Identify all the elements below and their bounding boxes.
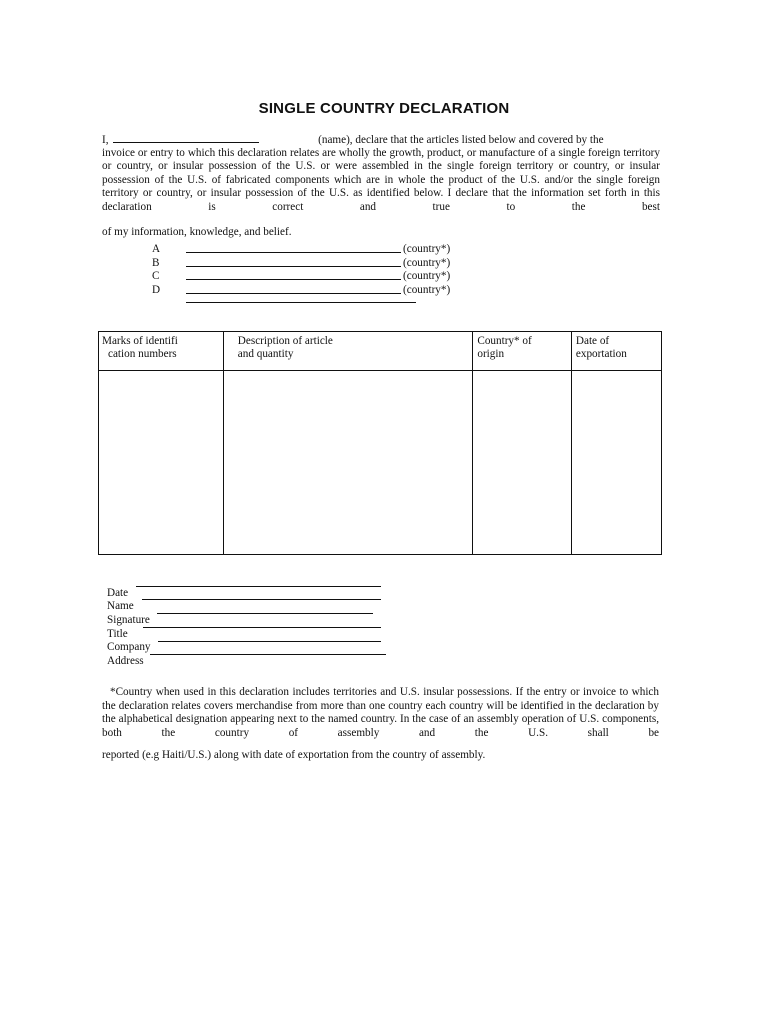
- country-blank-line[interactable]: [186, 266, 401, 267]
- declaration-prefix: I,: [102, 134, 109, 146]
- document-title: SINGLE COUNTRY DECLARATION: [258, 100, 510, 117]
- marks-cell[interactable]: [99, 371, 224, 555]
- header-country: Country* of origin: [473, 332, 572, 371]
- country-label: (country*): [403, 284, 451, 296]
- signature-line[interactable]: [157, 613, 373, 614]
- document-page: SINGLE COUNTRY DECLARATION I, (name), declare that the articles listed below and covered by the invoice or entry to which this declaration relates are wholly the growth, product, or manufacture of a single foreign territory or country, or insular possession of the U.S. or were assembled in the single foreign territory or country, or insular possession of the U.S. of fabricated components which are in whole the product of the U.S. and/or the single foreign territory or country, or insular possession of the U.S. as identified below. I declare that the information set forth in this declaration is correct and true to the best of my information, knowledge, and belief. A (country*) B (country*) C (country*) D (country*) Marks of identifi cation numbers Description of article and quantity Country* of origin Date of exportation Date Name Signature Title Company Address *Country when used in this declaration includes territories and U.S. insular possessions. If the entry or invoice to which the declaration relates covers merchandise from more than one country each country will be identified in the declaration by the alphabetical designation appearing next to the named country. In the case of an assembly operation of U.S. components, both the country of assembly and the U.S. shall be reported (e.g Haiti/U.S.) along with date of exportation from the country of assembly.: [0, 0, 768, 1024]
- title-line[interactable]: [143, 627, 381, 628]
- description-cell[interactable]: [223, 371, 473, 555]
- declaration-line1-text: (name), declare that the articles listed below and covered by the: [318, 134, 604, 146]
- footnote-body: *Country when used in this declaration includes territories and U.S. insular possessions. If the entry or invoice to which the declaration relates covers merchandise from more than one country each country will be identified in the declaration by the alphabetical designation appearing next to the named country. In the case of an assembly operation of U.S. components, both the country of assembly and the U.S. shall be: [102, 686, 659, 739]
- declaration-first-line: [102, 133, 660, 148]
- declaration-end: of my information, knowledge, and belief.: [102, 226, 292, 238]
- articles-table: [98, 331, 662, 555]
- address-line[interactable]: [150, 654, 386, 655]
- name-line[interactable]: [142, 599, 381, 600]
- table-header-row: [99, 332, 662, 371]
- country-letter: A: [152, 243, 161, 255]
- country-blank-line[interactable]: [186, 279, 401, 280]
- country-label: (country*): [403, 243, 451, 255]
- name-blank-line[interactable]: [113, 133, 259, 143]
- header-marks: Marks of identifi cation numbers: [99, 332, 224, 371]
- company-line[interactable]: [158, 641, 381, 642]
- country-letter: D: [152, 284, 161, 296]
- country-label: (country*): [403, 257, 451, 269]
- header-date: Date of exportation: [571, 332, 661, 371]
- country-blank-line[interactable]: [186, 293, 401, 294]
- country-label: (country*): [403, 270, 451, 282]
- table-row: [99, 371, 662, 555]
- date-cell[interactable]: [571, 371, 661, 555]
- country-letter: C: [152, 270, 160, 282]
- country-cell[interactable]: [473, 371, 572, 555]
- declaration-body: invoice or entry to which this declaration relates are wholly the growth, product, or manufacture of a single foreign territory or country, or insular possession of the U.S. or were assembled in the single foreign territory or country, or insular possession of the U.S. of fabricated components which are in whole the product of the U.S. and/or the single foreign territory or country, or insular possession of the U.S. as identified below. I declare that the information set forth in this declaration is correct and true to the best: [102, 146, 660, 213]
- footnote-end: reported (e.g Haiti/U.S.) along with date of exportation from the country of assembly.: [102, 749, 486, 761]
- country-letter: B: [152, 257, 160, 269]
- country-blank-line[interactable]: [186, 252, 401, 253]
- header-description: Description of article and quantity: [223, 332, 473, 371]
- date-line[interactable]: [136, 586, 381, 587]
- country-extra-line[interactable]: [186, 302, 416, 303]
